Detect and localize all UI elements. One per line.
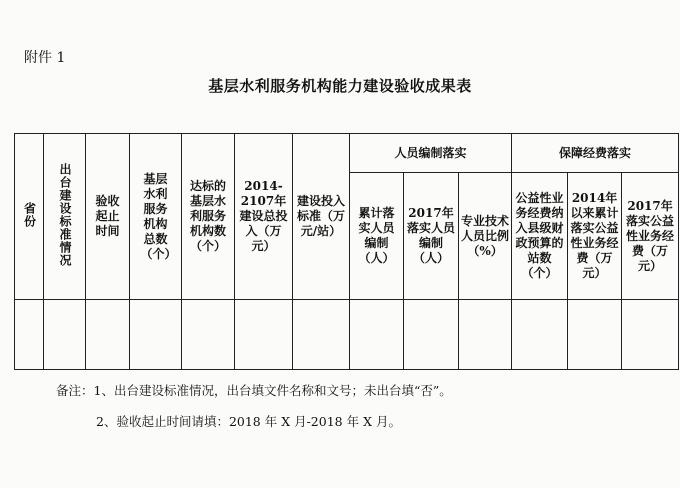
table-cell[interactable] xyxy=(404,300,459,370)
header-staff-2017: 2017年落实人员编制（人） xyxy=(404,173,459,300)
table-cell[interactable] xyxy=(512,300,568,370)
table-cell[interactable] xyxy=(622,300,679,370)
acceptance-table xyxy=(14,133,679,370)
table-cell[interactable] xyxy=(350,300,404,370)
note-2: 2、验收起止时间请填：2018 年 X 月-2018 年 X 月。 xyxy=(96,414,401,429)
table-cell[interactable] xyxy=(459,300,512,370)
table-cell[interactable] xyxy=(235,300,293,370)
table-title: 基层水利服务机构能力建设验收成果表 xyxy=(208,77,472,95)
header-staff-total: 累计落实人员编制（人） xyxy=(350,173,404,300)
header-fund-since2014: 2014年以来累计落实公益性业务经费（万元） xyxy=(568,173,622,300)
header-province: 省份 xyxy=(15,134,44,300)
header-compliant: 达标的基层水利服务机构数（个） xyxy=(182,134,235,300)
header-time: 验收起止时间 xyxy=(86,134,130,300)
table-cell[interactable] xyxy=(182,300,235,370)
note-1: 备注：1、出台建设标准情况，出台填文件名称和文号；未出台填“否”。 xyxy=(56,383,452,398)
header-fund-stations: 公益性业务经费纳入县级财政预算的站数（个） xyxy=(512,173,568,300)
table-cell[interactable] xyxy=(568,300,622,370)
header-standard: 出台建设标准情况 xyxy=(44,134,86,300)
attachment-label: 附件 1 xyxy=(24,50,66,66)
group-staff: 人员编制落实 xyxy=(350,134,512,173)
group-funding: 保障经费落实 xyxy=(512,134,679,173)
table-cell[interactable] xyxy=(44,300,86,370)
header-investment: 2014-2107年建设总投入（万元） xyxy=(235,134,293,300)
table-row xyxy=(15,300,679,370)
header-agencies: 基层水利服务机构总数（个） xyxy=(130,134,182,300)
table-cell[interactable] xyxy=(15,300,44,370)
table-cell[interactable] xyxy=(86,300,130,370)
table-cell[interactable] xyxy=(130,300,182,370)
table-cell[interactable] xyxy=(293,300,350,370)
header-fund-2017: 2017年落实公益性业务经费（万元） xyxy=(622,173,679,300)
header-tech-ratio: 专业技术人员比例（%） xyxy=(459,173,512,300)
header-invest-std: 建设投入标准（万元/站） xyxy=(293,134,350,300)
